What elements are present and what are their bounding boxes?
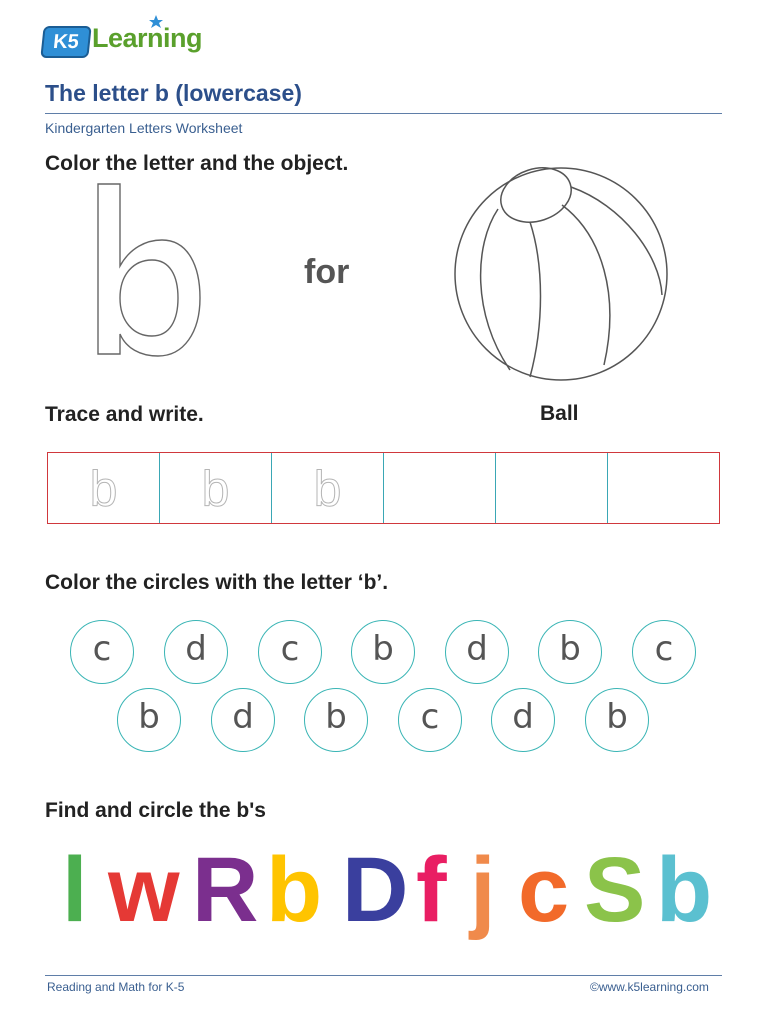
letter-circle[interactable]: d bbox=[211, 688, 275, 752]
trace-letter: b bbox=[89, 461, 118, 517]
letter-circle[interactable]: b bbox=[304, 688, 368, 752]
footer-website[interactable]: ©www.k5learning.com bbox=[590, 980, 709, 994]
page-title: The letter b (lowercase) bbox=[45, 80, 302, 106]
find-letter[interactable]: R bbox=[192, 839, 259, 941]
find-letter[interactable]: c bbox=[518, 839, 570, 941]
letter-circle[interactable]: b bbox=[585, 688, 649, 752]
logo-mark: K5 bbox=[40, 26, 91, 58]
find-letter[interactable]: S bbox=[584, 839, 646, 941]
page-subtitle: Kindergarten Letters Worksheet bbox=[45, 120, 243, 136]
letter-circle[interactable]: d bbox=[445, 620, 509, 684]
logo-word: Learning bbox=[92, 23, 203, 53]
find-letter[interactable]: w bbox=[108, 839, 180, 941]
trace-instruction: Trace and write. bbox=[45, 403, 204, 426]
trace-cell[interactable] bbox=[272, 453, 384, 523]
trace-cell[interactable] bbox=[48, 453, 160, 523]
footer-tagline: Reading and Math for K-5 bbox=[47, 980, 185, 994]
find-letter[interactable]: f bbox=[416, 839, 447, 941]
trace-cell[interactable] bbox=[160, 453, 272, 523]
letter-circle[interactable]: c bbox=[70, 620, 134, 684]
letter-circle[interactable]: c bbox=[398, 688, 462, 752]
write-cell[interactable] bbox=[384, 453, 496, 523]
letter-circle[interactable]: d bbox=[491, 688, 555, 752]
object-label: Ball bbox=[540, 402, 579, 425]
letter-circle[interactable]: b bbox=[351, 620, 415, 684]
trace-grid bbox=[47, 452, 720, 524]
ball-icon bbox=[452, 165, 670, 383]
k5-learning-logo bbox=[42, 18, 212, 62]
color-instruction: Color the letter and the object. bbox=[45, 152, 349, 175]
title-divider bbox=[45, 113, 722, 114]
find-letter[interactable]: b bbox=[266, 839, 323, 941]
logo-star-icon bbox=[142, 14, 170, 30]
letter-circle[interactable]: b bbox=[538, 620, 602, 684]
trace-letter: b bbox=[201, 461, 230, 517]
outline-letter-b bbox=[94, 182, 204, 360]
letter-circle[interactable]: d bbox=[164, 620, 228, 684]
circles-instruction: Color the circles with the letter ‘b’. bbox=[45, 571, 389, 594]
letter-circle[interactable]: b bbox=[117, 688, 181, 752]
find-letter[interactable]: j bbox=[470, 839, 496, 941]
find-letter[interactable]: l bbox=[62, 839, 88, 941]
letter-circle[interactable]: c bbox=[632, 620, 696, 684]
footer-divider bbox=[45, 975, 722, 976]
find-instruction: Find and circle the b's bbox=[45, 799, 266, 822]
for-word: for bbox=[304, 253, 350, 291]
write-cell[interactable] bbox=[608, 453, 719, 523]
write-cell[interactable] bbox=[496, 453, 608, 523]
letter-circle[interactable]: c bbox=[258, 620, 322, 684]
trace-letter: b bbox=[313, 461, 342, 517]
find-letter[interactable]: b bbox=[656, 839, 713, 941]
find-letter[interactable]: D bbox=[342, 839, 409, 941]
